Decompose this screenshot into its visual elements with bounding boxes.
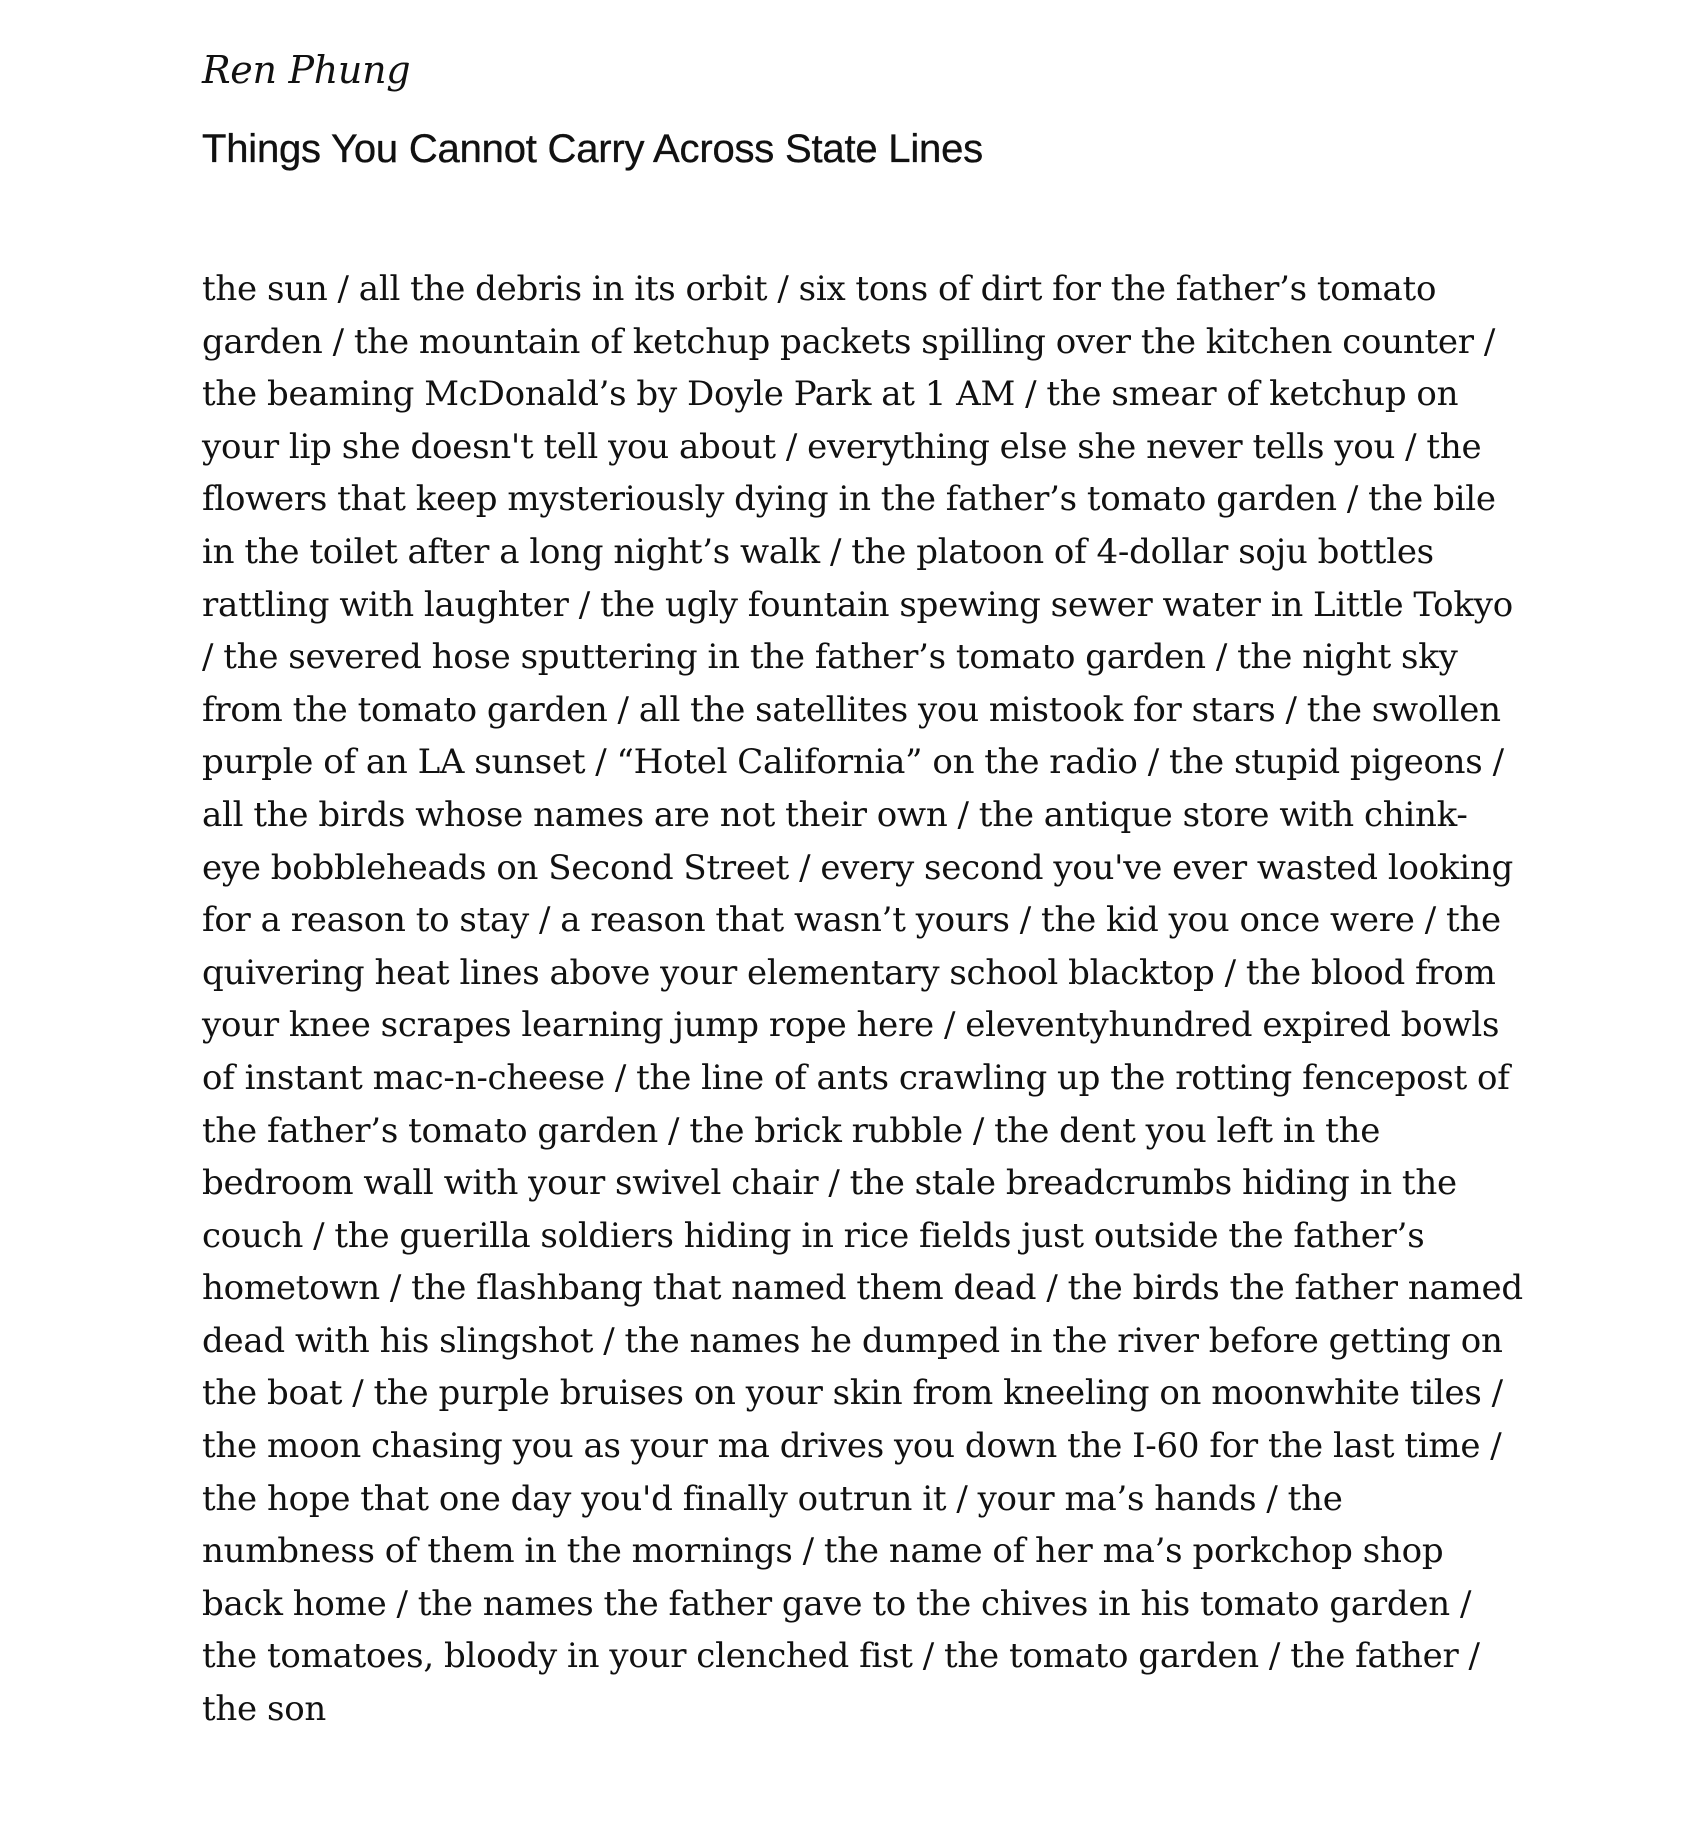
poem-line: / the severed hose sputtering in the father’s tomato garden / the night sky <box>202 637 1458 678</box>
poem-line: quivering heat lines above your elementary school blacktop / the blood from <box>202 952 1496 993</box>
poem-body <box>202 263 1542 1736</box>
poem-line: of instant mac-n-cheese / the line of ants crawling up the rotting fencepost of <box>202 1057 1510 1098</box>
poem-line: back home / the names the father gave to the chives in his tomato garden / <box>202 1583 1472 1624</box>
poem-line: eye bobbleheads on Second Street / every second you've ever wasted looking <box>202 847 1514 888</box>
poem-line: purple of an LA sunset / “Hotel California” on the radio / the stupid pigeons / <box>202 742 1504 783</box>
poem-line: garden / the mountain of ketchup packets spilling over the kitchen counter / <box>202 321 1496 362</box>
poem-line: flowers that keep mysteriously dying in the father’s tomato garden / the bile <box>202 479 1496 520</box>
poem-line: the hope that one day you'd finally outrun it / your ma’s hands / the <box>202 1478 1343 1519</box>
poem-line: the son <box>202 1689 327 1730</box>
poem-line: the tomatoes, bloody in your clenched fist / the tomato garden / the father / <box>202 1636 1480 1677</box>
poem-line: your knee scrapes learning jump rope here / eleventyhundred expired bowls <box>202 1005 1500 1046</box>
poem-line: couch / the guerilla soldiers hiding in rice fields just outside the father’s <box>202 1215 1425 1256</box>
poem-title: Things You Cannot Carry Across State Lines <box>202 127 983 171</box>
poem-line: numbness of them in the mornings / the name of her ma’s porkchop shop <box>202 1531 1444 1572</box>
poem-line: the father’s tomato garden / the brick rubble / the dent you left in the <box>202 1110 1381 1151</box>
poem-line: your lip she doesn't tell you about / everything else she never tells you / the <box>202 426 1482 467</box>
poem-line: the moon chasing you as your ma drives you down the I-60 for the last time / <box>202 1426 1502 1467</box>
poem-line: for a reason to stay / a reason that wasn’t yours / the kid you once were / the <box>202 900 1501 941</box>
poem-line: rattling with laughter / the ugly fountain spewing sewer water in Little Tokyo <box>202 584 1513 625</box>
poem-line: hometown / the flashbang that named them dead / the birds the father named <box>202 1268 1523 1309</box>
author-name: Ren Phung <box>202 48 411 92</box>
poem-line: in the toilet after a long night’s walk / the platoon of 4-dollar soju bottles <box>202 531 1434 572</box>
poem-line: all the birds whose names are not their own / the antique store with chink- <box>202 794 1468 835</box>
poem-line: bedroom wall with your swivel chair / the stale breadcrumbs hiding in the <box>202 1163 1457 1204</box>
poem-line: the beaming McDonald’s by Doyle Park at 1 AM / the smear of ketchup on <box>202 374 1459 415</box>
poem-line: the boat / the purple bruises on your skin from kneeling on moonwhite tiles / <box>202 1373 1503 1414</box>
poem-line: dead with his slingshot / the names he dumped in the river before getting on <box>202 1320 1503 1361</box>
poem-line: from the tomato garden / all the satellites you mistook for stars / the swollen <box>202 689 1501 730</box>
poem-line: the sun / all the debris in its orbit / six tons of dirt for the father’s tomato <box>202 269 1437 309</box>
